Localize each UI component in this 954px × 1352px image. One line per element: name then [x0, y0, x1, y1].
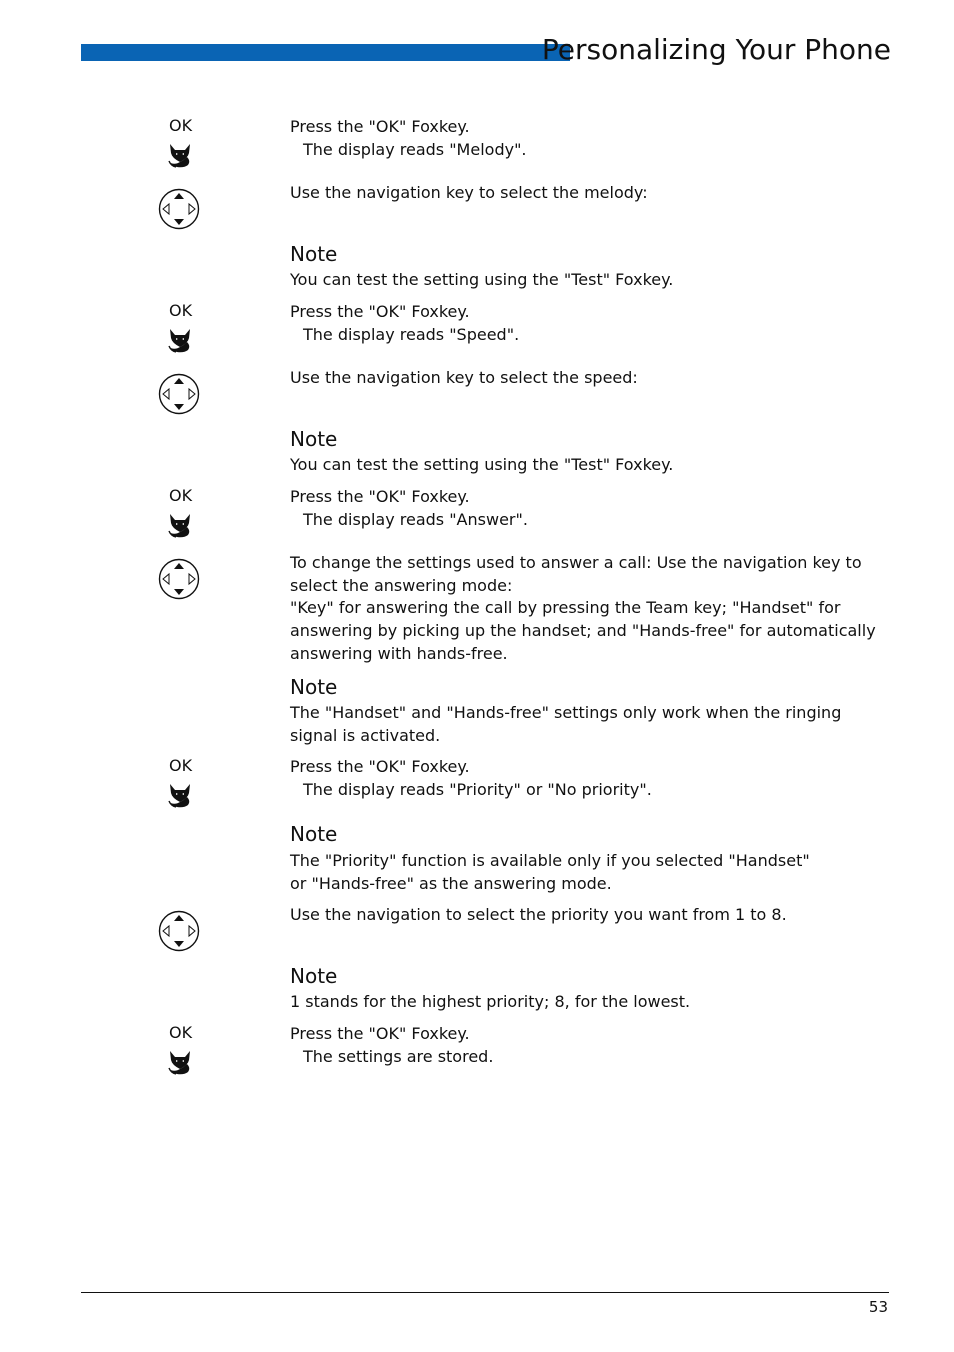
note-text: 1 stands for the highest priority; 8, for the lowest. — [290, 992, 691, 1011]
instruction-text: Press the "OK" Foxkey. — [290, 757, 470, 776]
instruction-detail-text: "Key" for answering the call by pressing the Team key; "Handset" for answering by picking up the handset; and "Hands-free" for automatically answering with hands-free. — [290, 598, 876, 663]
note-text: You can test the setting using the "Test" Foxkey. — [290, 270, 674, 289]
display-text: The display reads "Priority" or "No priority". — [303, 780, 652, 799]
instruction-text: Use the navigation to select the priority you want from 1 to 8. — [290, 905, 787, 924]
instruction-text: Use the navigation key to select the speed: — [290, 368, 638, 387]
ok-label: OK — [169, 486, 193, 505]
note-title: Note — [290, 964, 338, 988]
navigation-key-icon — [158, 373, 200, 415]
navigation-key-icon — [158, 188, 200, 230]
header-bar — [81, 44, 570, 61]
fox-icon — [167, 143, 193, 169]
note-text: You can test the setting using the "Test" Foxkey. — [290, 455, 674, 474]
display-text: The display reads "Answer". — [303, 510, 528, 529]
fox-icon — [167, 513, 193, 539]
navigation-key-icon — [158, 910, 200, 952]
fox-icon — [167, 328, 193, 354]
navigation-key-icon — [158, 558, 200, 600]
ok-label: OK — [169, 116, 193, 135]
display-text: The display reads "Melody". — [303, 140, 527, 159]
display-text: The settings are stored. — [303, 1047, 494, 1066]
note-title: Note — [290, 427, 338, 451]
ok-label: OK — [169, 756, 193, 775]
fox-icon — [167, 783, 193, 809]
instruction-text: To change the settings used to answer a call: Use the navigation key to select the answering mode: — [290, 553, 862, 595]
fox-icon — [167, 1050, 193, 1076]
instruction-text: Press the "OK" Foxkey. — [290, 487, 470, 506]
note-title: Note — [290, 822, 338, 846]
note-title: Note — [290, 242, 338, 266]
instruction-text: Use the navigation key to select the melody: — [290, 183, 648, 202]
note-text: The "Priority" function is available only if you selected "Handset" or "Hands-free" as the answering mode. — [290, 851, 810, 893]
ok-label: OK — [169, 1023, 193, 1042]
note-text: The "Handset" and "Hands-free" settings only work when the ringing signal is activated. — [290, 703, 842, 745]
instruction-text: Press the "OK" Foxkey. — [290, 117, 470, 136]
page-number: 53 — [868, 1298, 888, 1316]
instruction-text: Press the "OK" Foxkey. — [290, 302, 470, 321]
footer-divider — [81, 1292, 889, 1293]
instruction-text: Press the "OK" Foxkey. — [290, 1024, 470, 1043]
display-text: The display reads "Speed". — [303, 325, 520, 344]
ok-label: OK — [169, 301, 193, 320]
page-title: Personalizing Your Phone — [541, 33, 891, 66]
note-title: Note — [290, 675, 338, 699]
